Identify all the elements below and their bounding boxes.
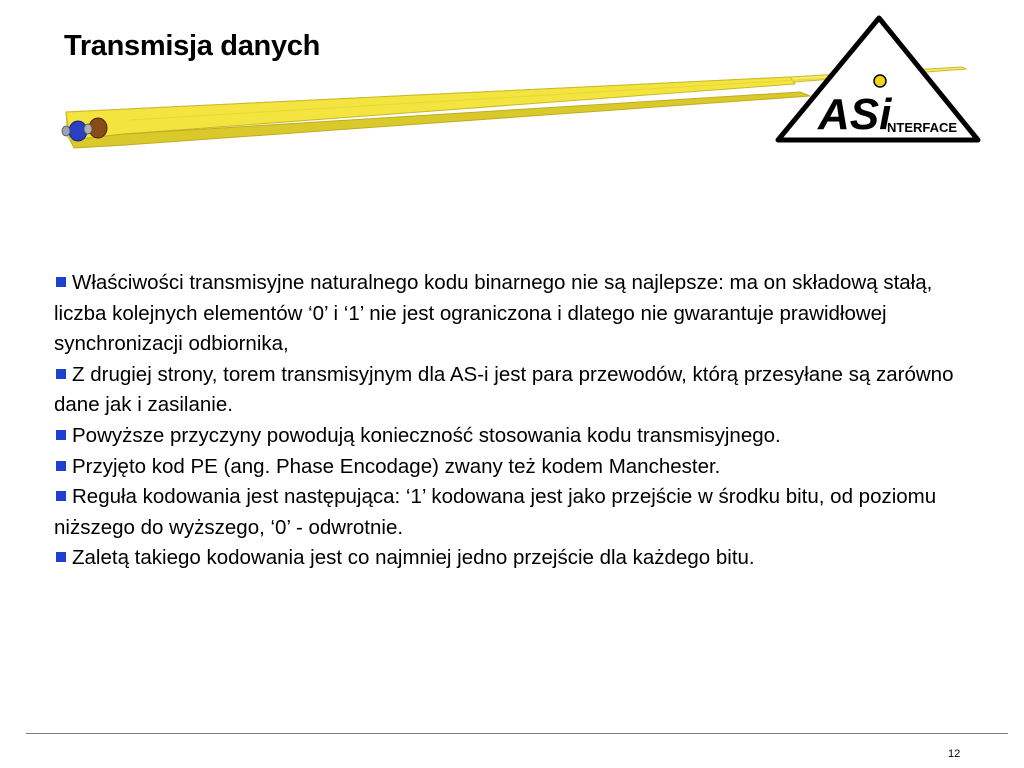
bullet-list	[54, 268, 974, 574]
logo-sub-text: NTERFACE	[887, 120, 958, 135]
bullet-item	[54, 421, 974, 452]
bullet-text: Zaletą takiego kodowania jest co najmniej jedno przejście dla każdego bitu.	[72, 546, 755, 570]
bullet-square-icon	[56, 430, 66, 440]
bullet-item	[54, 482, 974, 543]
bullet-text: Powyższe przyczyny powodują konieczność stosowania kodu transmisyjnego.	[72, 423, 781, 447]
asi-interface-logo	[774, 14, 984, 146]
bullet-item	[54, 268, 974, 360]
bullet-item	[54, 543, 974, 574]
bullet-square-icon	[56, 552, 66, 562]
footer-divider	[26, 733, 1008, 734]
bullet-text: Reguła kodowania jest następująca: ‘1’ kodowana jest jako przejście w środku bitu, od poziomu niższego do wyższego, ‘0’ - odwrotnie.	[54, 485, 937, 539]
page-number: 12	[948, 748, 961, 760]
bullet-item	[54, 452, 974, 483]
bullet-text: Przyjęto kod PE (ang. Phase Encodage) zwany też kodem Manchester.	[72, 454, 721, 478]
bullet-text: Z drugiej strony, torem transmisyjnym dla AS-i jest para przewodów, którą przesyłane są zarówno dane jak i zasilanie.	[54, 362, 954, 417]
slide-title: Transmisja danych	[64, 30, 321, 62]
bullet-text: Właściwości transmisyjne naturalnego kodu binarnego nie są najlepsze: ma on składową stałą, liczba kolejnych elementów ‘0’ i ‘1’ nie jest ograniczona i dlatego nie gwarantuje prawidłowej synchronizacji odbiornika,	[54, 271, 933, 356]
logo-main-text: ASi	[818, 90, 892, 139]
bullet-item	[54, 360, 974, 421]
bullet-square-icon	[56, 277, 66, 287]
bullet-square-icon	[56, 491, 66, 501]
bullet-square-icon	[56, 369, 66, 379]
bullet-square-icon	[56, 461, 66, 471]
